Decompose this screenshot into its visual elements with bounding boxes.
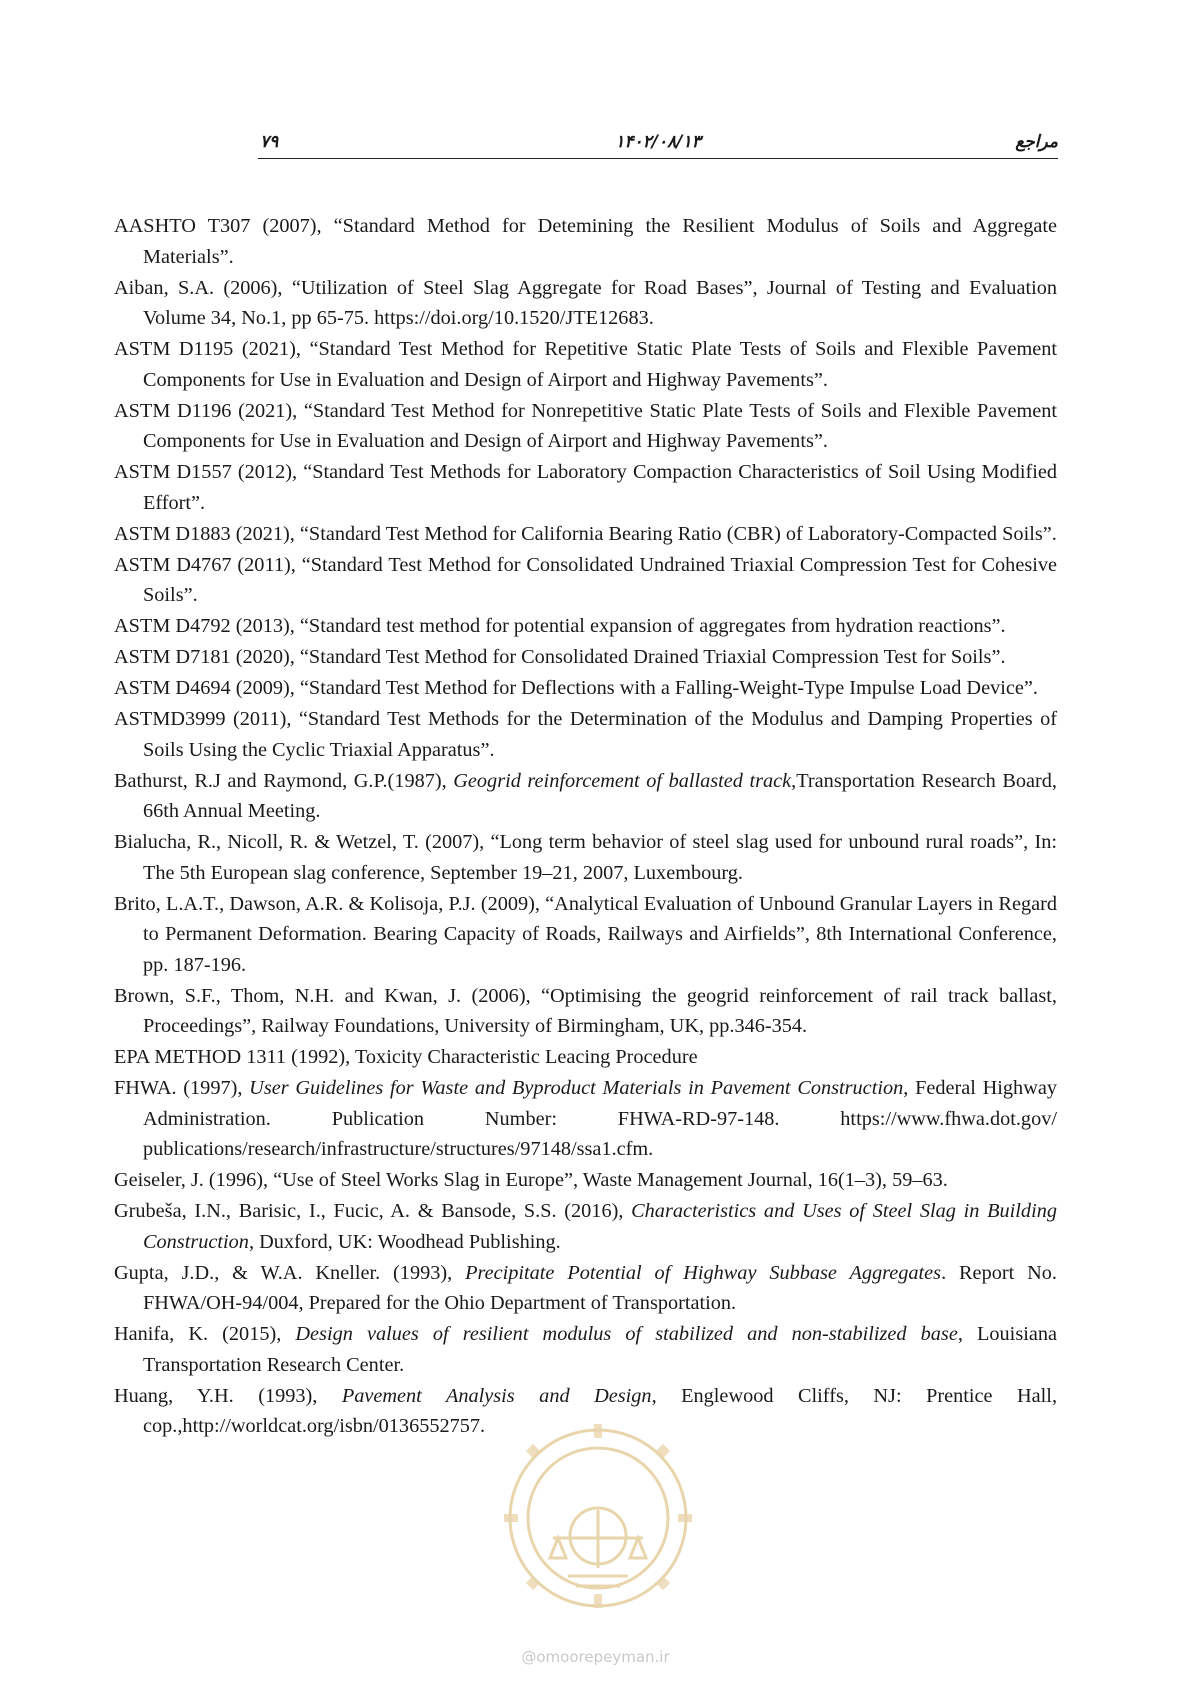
reference-text: ASTM D1883 (2021), “Standard Test Method for California Bearing Ratio (CBR) of Laboratory-Compacted Soils”. — [114, 522, 1057, 545]
reference-text: Brito, L.A.T., Dawson, A.R. & Kolisoja, P.J. (2009), “Analytical Evaluation of Unbound Granular Layers in Regard to Permanent Deformation. Bearing Capacity of Roads, Railways and Airfields”, 8th International Conference, pp. 187-196. — [114, 892, 1057, 976]
reference-text: Grubeša, I.N., Barisic, I., Fucic, A. & Bansode, S.S. (2016), — [114, 1200, 632, 1222]
reference-text: ,Transportation Research Board, 66th Annual Meeting. — [143, 769, 1058, 822]
section-title: مراجع — [1015, 132, 1058, 152]
reference-text: Geiseler, J. (1996), “Use of Steel Works Slag in Europe”, Waste Management Journal, 16(1–3), 59–63. — [114, 1169, 948, 1191]
reference-title-italic: Design values of resilient modulus of stabilized and non-stabilized base — [295, 1323, 958, 1345]
reference-entry — [114, 1196, 1057, 1257]
reference-entry — [114, 273, 1057, 334]
reference-list — [114, 211, 1057, 1442]
reference-title-italic: Precipitate Potential of Highway Subbase Aggregates — [465, 1261, 942, 1284]
reference-text: Bialucha, R., Nicoll, R. & Wetzel, T. (2007), “Long term behavior of steel slag used for unbound rural roads”, In: The 5th European slag conference, September 19–21, 2007, Luxembourg. — [114, 831, 1057, 884]
reference-entry — [114, 642, 1057, 673]
reference-entry — [114, 1073, 1057, 1165]
reference-entry — [114, 1319, 1057, 1380]
reference-text: EPA METHOD 1311 (1992), Toxicity Characteristic Leacing Procedure — [114, 1046, 698, 1068]
reference-text: ASTM D4792 (2013), “Standard test method for potential expansion of aggregates from hydration reactions”. — [114, 615, 1006, 637]
page-header — [258, 128, 1058, 159]
reference-entry — [114, 704, 1057, 765]
page-number: ۷۹ — [260, 132, 279, 152]
reference-title-italic: Geogrid reinforcement of ballasted track — [453, 769, 792, 792]
reference-text: Brown, S.F., Thom, N.H. and Kwan, J. (2006), “Optimising the geogrid reinforcement of rail track ballast, Proceedings”, Railway Foundations, University of Birmingham, UK, pp.346-354. — [114, 984, 1057, 1037]
reference-text: AASHTO T307 (2007), “Standard Method for Detemining the Resilient Modulus of Soils and Aggregate Materials”. — [114, 215, 1057, 268]
reference-text: , Federal Highway Administration. Publication Number: FHWA-RD-97-148. https://www.fhwa.dot.gov/ publications/research/infrastructure/structures/97148/ssa1.cfm. — [143, 1077, 1057, 1160]
reference-title-italic: User Guidelines for Waste and Byproduct Materials in Pavement Construction — [249, 1077, 904, 1099]
reference-text: , Englewood Cliffs, NJ: Prentice Hall, cop.,http://worldcat.org/isbn/0136552757. — [143, 1384, 1058, 1437]
header-date: ۱۴۰۲/۰۸/۱۳ — [615, 132, 701, 152]
reference-text: FHWA. (1997), — [114, 1077, 250, 1099]
reference-entry — [114, 1258, 1057, 1319]
reference-title-italic: Characteristics and Uses of Steel Slag in Building Construction — [143, 1200, 1057, 1253]
reference-entry — [114, 611, 1057, 642]
reference-entry — [114, 519, 1057, 550]
reference-text: Aiban, S.A. (2006), “Utilization of Steel Slag Aggregate for Road Bases”, Journal of Testing and Evaluation Volume 34, No.1, pp 65-75. https://doi.org/10.1520/JTE12683. — [114, 276, 1057, 329]
reference-entry — [114, 827, 1057, 888]
reference-title-italic: Pavement Analysis and Design — [341, 1384, 652, 1407]
reference-text: ASTMD3999 (2011), “Standard Test Methods for the Determination of the Modulus and Damping Properties of Soils Using the Cyclic Triaxial Apparatus”. — [114, 708, 1057, 761]
watermark-text: @omoorepeyman.ir — [521, 1648, 670, 1666]
reference-text: Bathurst, R.J and Raymond, G.P.(1987), — [114, 769, 454, 792]
reference-text: ASTM D4694 (2009), “Standard Test Method for Deflections with a Falling-Weight-Type Impulse Load Device”. — [114, 677, 1038, 699]
reference-text: ASTM D1195 (2021), “Standard Test Method for Repetitive Static Plate Tests of Soils and Flexible Pavement Components for Use in Evaluation and Design of Airport and Highway Pavements”. — [114, 338, 1057, 391]
reference-entry — [114, 1165, 1057, 1196]
watermark-logo — [498, 1418, 698, 1613]
reference-text: ASTM D7181 (2020), “Standard Test Method for Consolidated Drained Triaxial Compression Test for Soils”. — [114, 646, 1006, 668]
reference-entry — [114, 334, 1057, 395]
reference-text: . Report No. FHWA/OH-94/004, Prepared for the Ohio Department of Transportation. — [143, 1261, 1057, 1314]
reference-text: ASTM D1196 (2021), “Standard Test Method for Nonrepetitive Static Plate Tests of Soils and Flexible Pavement Components for Use in Evaluation and Design of Airport and Highway Pavements”. — [114, 399, 1057, 452]
reference-text: , Louisiana Transportation Research Center. — [143, 1323, 1057, 1376]
reference-entry — [114, 457, 1057, 518]
reference-text: , Duxford, UK: Woodhead Publishing. — [248, 1230, 561, 1253]
reference-text: Gupta, J.D., & W.A. Kneller. (1993), — [114, 1261, 466, 1284]
reference-entry — [114, 1042, 1057, 1073]
reference-text: Huang, Y.H. (1993), — [114, 1384, 342, 1407]
reference-entry — [114, 889, 1057, 981]
reference-entry — [114, 396, 1057, 457]
reference-entry — [114, 550, 1057, 611]
reference-entry — [114, 673, 1057, 704]
reference-text: Hanifa, K. (2015), — [114, 1323, 296, 1345]
reference-entry — [114, 766, 1057, 827]
reference-entry — [114, 211, 1057, 272]
reference-text: ASTM D1557 (2012), “Standard Test Methods for Laboratory Compaction Characteristics of Soil Using Modified Effort”. — [114, 461, 1057, 514]
reference-entry — [114, 981, 1057, 1042]
reference-text: ASTM D4767 (2011), “Standard Test Method for Consolidated Undrained Triaxial Compression Test for Cohesive Soils”. — [114, 553, 1057, 606]
